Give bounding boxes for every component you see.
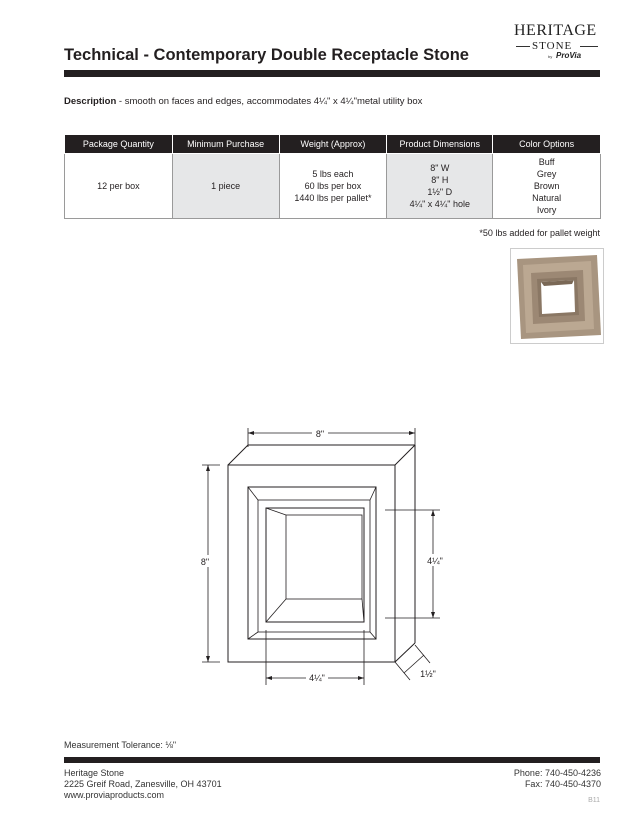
product-photo bbox=[510, 248, 604, 344]
logo-sub: STONE bbox=[532, 40, 573, 52]
footer-website[interactable]: www.proviaproducts.com bbox=[64, 790, 165, 800]
dim-label-bottom: 4¼" bbox=[309, 673, 325, 683]
page-title: Technical - Contemporary Double Receptacle Stone bbox=[64, 46, 469, 64]
header-package-quantity: Package Quantity bbox=[65, 135, 173, 154]
footer-fax: Fax: 740-450-4370 bbox=[524, 779, 601, 789]
header-weight: Weight (Approx) bbox=[279, 135, 387, 154]
weight-pallet: 1440 lbs per pallet* bbox=[294, 193, 372, 203]
logo-partner: ProVia bbox=[556, 51, 582, 60]
color-option: Brown bbox=[533, 181, 560, 191]
measurement-tolerance: Measurement Tolerance: ⅛" bbox=[64, 740, 177, 750]
color-option: Grey bbox=[536, 169, 557, 179]
logo-by: by bbox=[548, 54, 553, 59]
dim-label-right: 4¼" bbox=[427, 556, 443, 566]
description-label: Description bbox=[64, 96, 117, 107]
cell-package-quantity: 12 per box bbox=[65, 154, 173, 219]
footer-rule bbox=[64, 757, 600, 763]
footer-company: Heritage Stone bbox=[64, 768, 125, 778]
footer-contact bbox=[64, 768, 222, 801]
weight-each: 5 lbs each bbox=[312, 169, 354, 179]
dim-width: 8" W bbox=[430, 163, 450, 173]
technical-drawing bbox=[190, 415, 460, 690]
description-text: - smooth on faces and edges, accommodates 4¼" x 4¼"metal utility box bbox=[116, 96, 423, 107]
cell-color-options bbox=[493, 154, 601, 219]
product-photo-image bbox=[511, 249, 603, 343]
color-option: Buff bbox=[538, 157, 555, 167]
page-number: B11 bbox=[588, 797, 600, 804]
description bbox=[64, 96, 422, 107]
title-rule bbox=[64, 70, 600, 77]
spec-table-header bbox=[65, 135, 601, 154]
weight-box: 60 lbs per box bbox=[304, 181, 362, 191]
cell-dimensions bbox=[387, 154, 493, 219]
logo-divider-left bbox=[516, 46, 530, 47]
header-color-options: Color Options bbox=[493, 135, 601, 154]
spec-table bbox=[64, 134, 601, 219]
logo-divider-right bbox=[580, 46, 598, 47]
header-minimum-purchase: Minimum Purchase bbox=[172, 135, 279, 154]
header-dimensions: Product Dimensions bbox=[387, 135, 493, 154]
dim-label-top: 8" bbox=[315, 429, 325, 439]
footer-phone: Phone: 740-450-4236 bbox=[513, 768, 601, 778]
logo-brand: HERITAGE bbox=[514, 22, 597, 39]
dim-label-depth: 1½" bbox=[420, 669, 436, 679]
dim-label-left: 8" bbox=[200, 557, 210, 567]
color-option: Ivory bbox=[536, 205, 557, 215]
footer-phone-block bbox=[440, 768, 601, 790]
footer-address: 2225 Greif Road, Zanesville, OH 43701 bbox=[64, 779, 222, 789]
pallet-note: *50 lbs added for pallet weight bbox=[479, 228, 600, 238]
cell-minimum-purchase: 1 piece bbox=[172, 154, 279, 219]
dim-depth: 1½" D bbox=[427, 187, 453, 197]
cell-weight bbox=[279, 154, 387, 219]
dim-height: 8" H bbox=[431, 175, 449, 185]
color-option: Natural bbox=[532, 193, 562, 203]
dim-hole: 4¼" x 4¼" hole bbox=[409, 199, 470, 209]
spec-table-row bbox=[65, 154, 601, 219]
